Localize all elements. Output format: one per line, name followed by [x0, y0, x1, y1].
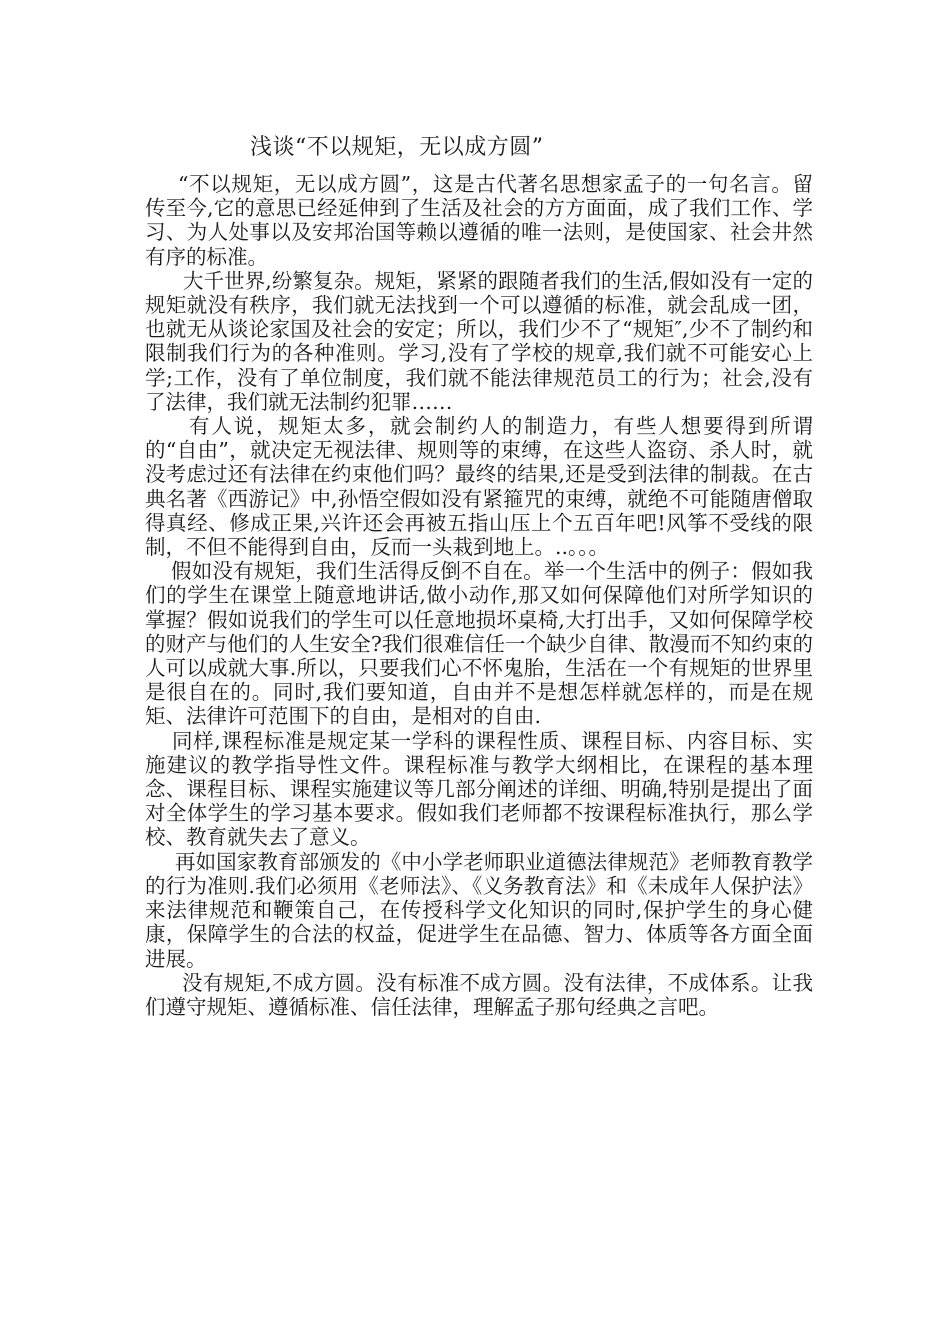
paragraph-2: 大千世界,纷繁复杂。规矩，紧紧的跟随者我们的生活,假如没有一定的规矩就没有秩序，我们就无法找到一个可以遵循的标准，就会乱成一团，也就无从谈论家国及社会的安定；所以，我们少不了“规矩″,少不了制约和限制我们行为的各种准则。学习,没有了学校的规章,我们就不可能安心上学;工作，没有了单位制度，我们就不能法律规范员工的行为；社会,没有了法律，我们就无法制约犯罪……	[145, 268, 813, 414]
paragraph-6: 再如国家教育部颁发的《中小学老师职业道德法律规范》老师教育教学的行为准则.我们必须用《老师法》、《义务教育法》和《未成年人保护法》来法律规范和鞭策自己，在传授科学文化知识的同时,保护学生的身心健康，保障学生的合法的权益，促进学生在品德、智力、体质等各方面全面进展。	[145, 849, 813, 971]
paragraph-3: 有人说，规矩太多，就会制约人的制造力，有些人想要得到所谓的“自由”，就决定无视法律、规则等的束缚，在这些人盗窃、杀人时，就没考虑过还有法律在约束他们吗？最终的结果,还是受到法律的制裁。在古典名著《西游记》中,孙悟空假如没有紧箍咒的束缚，就绝不可能随唐僧取得真经、修成正果,兴许还会再被五指山压上个五百年吧!风筝不受线的限制，不但不能得到自由，反而一头栽到地上。..。。。	[145, 414, 813, 560]
document-page	[145, 132, 813, 1019]
paragraph-1: “不以规矩，无以成方圆”，这是古代著名思想家孟子的一句名言。留传至今,它的意思已经延伸到了生活及社会的方方面面，成了我们工作、学习、为人处事以及安邦治国等赖以遵循的唯一法则，是使国家、社会井然有序的标准。	[145, 172, 813, 269]
paragraph-5: 同样,课程标准是规定某一学科的课程性质、课程目标、内容目标、实施建议的教学指导性文件。课程标准与教学大纲相比，在课程的基本理念、课程目标、课程实施建议等几部分阐述的详细、明确,特别是提出了面对全体学生的学习基本要求。假如我们老师都不按课程标准执行，那么学校、教育就失去了意义。	[145, 728, 813, 850]
paragraph-4: 假如没有规矩，我们生活得反倒不自在。举一个生活中的例子：假如我们的学生在课堂上随意地讲话,做小动作,那又如何保障他们对所学知识的掌握？假如说我们的学生可以任意地损坏桌椅,大打出手，又如何保障学校的财产与他们的人生安全?我们很难信任一个缺少自律、散漫而不知约束的人可以成就大事.所以，只要我们心不怀鬼胎，生活在一个有规矩的世界里是很自在的。同时,我们要知道，自由并不是想怎样就怎样的，而是在规矩、法律许可范围下的自由，是相对的自由.	[145, 559, 813, 729]
document-title: 浅谈“不以规矩，无以成方圆”	[250, 135, 544, 160]
paragraph-7: 没有规矩,不成方圆。没有标准不成方圆。没有法律，不成体系。让我们遵守规矩、遵循标准、信任法律，理解孟子那句经典之言吧。	[145, 970, 813, 1019]
